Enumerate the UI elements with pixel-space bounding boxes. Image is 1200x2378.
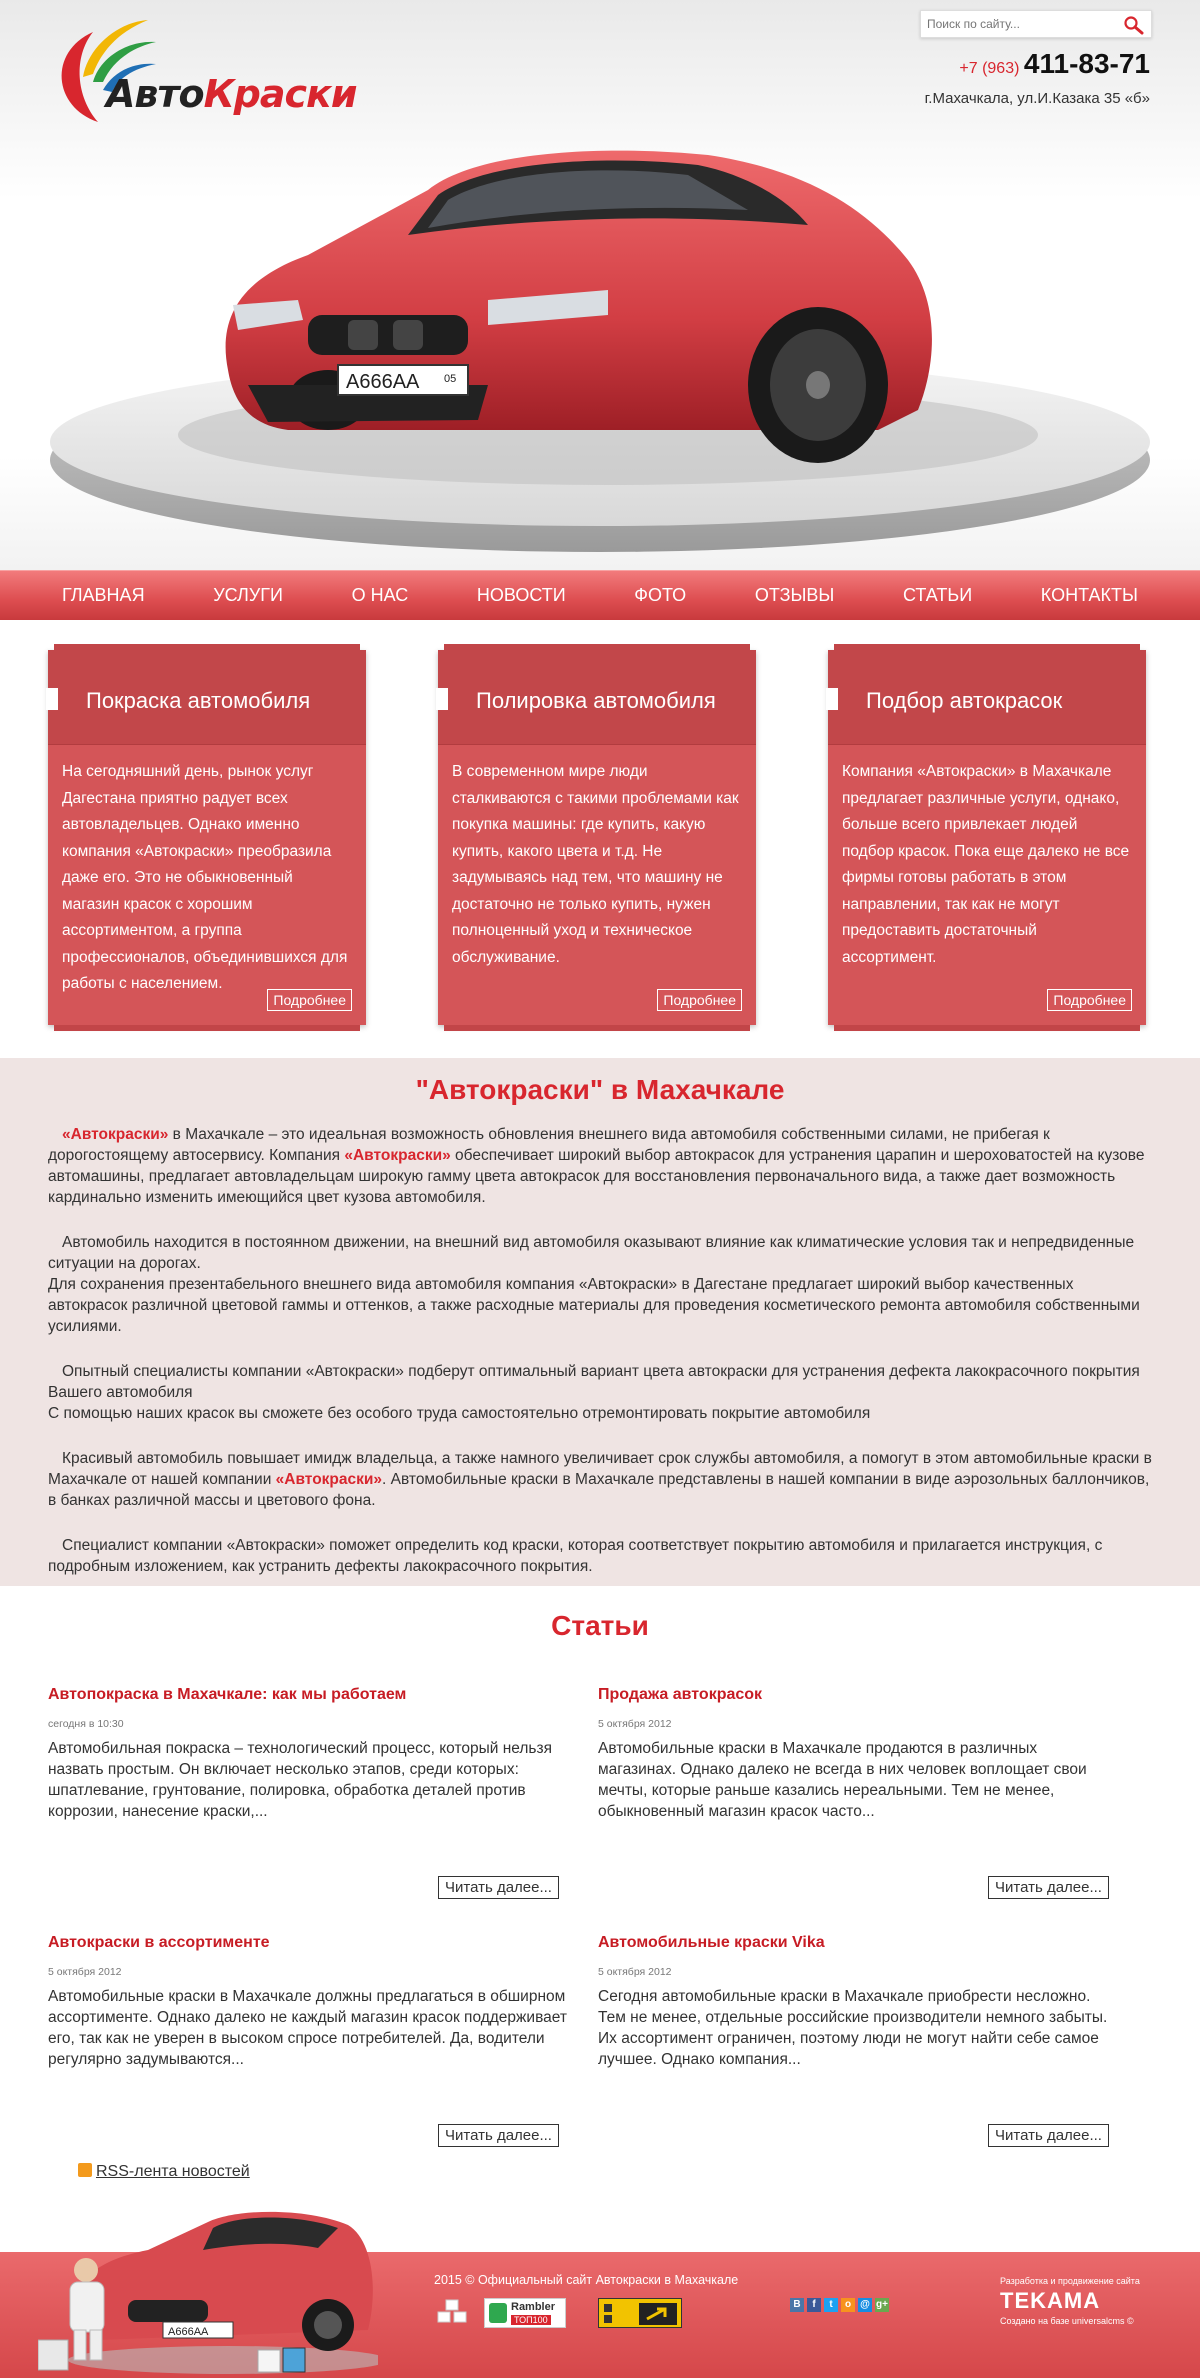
about-paragraph-2: Автомобиль находится в постоянном движении, на внешний вид автомобиля оказывают влияние как климатические условия так и непредвиденные ситуации на дорогах. — [48, 1234, 1135, 1272]
nav-item-services[interactable]: УСЛУГИ — [213, 585, 283, 605]
about-paragraph-3: Опытный специалисты компании «Автокраски» подберут оптимальный вариант цвета автокраски для устранения дефекта лакокрасочного покрытия Вашего автомобиля — [48, 1363, 1140, 1401]
hero-car-image — [48, 130, 1152, 560]
about-title: "Автокраски" в Махачкале — [415, 1074, 785, 1105]
developer-credit[interactable] — [1000, 2276, 1140, 2326]
card-text: На сегодняшний день, рынок услуг Дагестана приятно радует всех автовладельцев. Однако именно компания «Автокраски» преобразила даже его. Это не обыкновенный магазин красок с хорошим ассортиментом, а группа профессионалов, объединившихся для работы с населением. — [62, 763, 348, 992]
article-title-link[interactable]: Продажа автокрасок — [598, 1686, 763, 1703]
address: г.Махачкала, ул.И.Казака 35 «б» — [924, 90, 1150, 107]
logo-text — [106, 72, 356, 116]
about-p4-part-a: Красивый автомобиль повышает имидж владельца, а также намного увеличивает срок службы автомобиля, а помогут в этом автомобильные краски в Махачкале от нашей компании — [48, 1450, 1152, 1488]
card-header — [828, 650, 1146, 745]
card-text: В современном мире люди сталкиваются с такими проблемами как покупка машины: где купить, какую купить, какого цвета и т.д. Не задумываясь над тем, что машину не достаточно не только купить, нужен полноценный уход и техническое обслуживание. — [452, 763, 739, 966]
article-excerpt: Сегодня автомобильные краски в Махачкале приобрести несложно. Тем не менее, отдельные российские производители немного забыты. Их ассортимент ограничен, поэтому люди не могут найти себе самое лучшее. Однако компания... — [598, 1988, 1108, 2068]
counter-cubes-icon[interactable] — [436, 2298, 470, 2328]
search-input[interactable] — [921, 11, 1111, 37]
about-paragraph-5: Специалист компании «Автокраски» поможет определить код краски, которая соответствует покрытию автомобиля и прилагается инструкция, с подробным изложением, как устранить дефекты лакокрасочного покрытия. — [48, 1537, 1103, 1575]
read-more-button[interactable]: Читать далее... — [988, 1876, 1109, 1899]
about-p4-part-b: . Автомобильные краски в Махачкале представлены в нашей компании в виде аэрозольных баллончиков, в банках различной массы и цветового фона. — [48, 1471, 1150, 1509]
nav-item-photo[interactable]: ФОТО — [634, 585, 687, 605]
nav-item-articles[interactable]: СТАТЬИ — [903, 585, 973, 605]
developer-tagline: Разработка и продвижение сайта — [1000, 2276, 1140, 2286]
card-title[interactable]: Полировка автомобиля — [476, 688, 716, 713]
service-card-polishing — [438, 650, 756, 1025]
developer-logo: TEKAMA — [1000, 2288, 1101, 2313]
odnoklassniki-icon[interactable]: o — [841, 2298, 855, 2312]
article-item — [598, 1934, 1118, 2070]
site-header — [0, 0, 1200, 570]
service-card-selection — [828, 650, 1146, 1025]
rambler-top-label: ТОП100 — [511, 2315, 551, 2325]
article-date: 5 октября 2012 — [598, 1966, 672, 1978]
article-date: 5 октября 2012 — [48, 1966, 122, 1978]
social-icons — [790, 2298, 889, 2312]
about-p1-part-b: обеспечивает широкий выбор автокрасок для устранения царапин и шероховатостей на кузове автомашины, предлагает автовладельцам широкую гамму цвета автокрасок для восстановления первоначального вида, а также дает возможность кардинально изменить имеющийся цвет кузова автомобиля. — [48, 1147, 1145, 1206]
footer-plate-text: А666АА — [168, 2326, 209, 2338]
card-header — [438, 650, 756, 745]
google-plus-icon[interactable]: g+ — [876, 2299, 888, 2310]
rss-icon — [78, 2163, 92, 2177]
read-more-button[interactable]: Читать далее... — [988, 2124, 1109, 2147]
rambler-label: Rambler — [511, 2301, 556, 2313]
logo-word-2: Краски — [203, 72, 357, 116]
rss-link[interactable] — [78, 2163, 250, 2181]
article-item — [598, 1686, 1118, 1822]
brand-name: «Автокраски» — [275, 1471, 383, 1488]
article-title-link[interactable]: Автомобильные краски Vika — [598, 1934, 825, 1951]
main-nav — [0, 570, 1200, 620]
read-more-button[interactable]: Читать далее... — [438, 1876, 559, 1899]
about-paragraph-1 — [48, 1124, 1152, 1208]
hero-plate-region: 05 — [444, 373, 457, 385]
card-text: Компания «Автокраски» в Махачкале предлагает различные услуги, однако, больше всего привлекает людей подбор красок. Пока еще далеко не все фирмы готовы работать в этом направлении, так как не могут предоставить достаточный ассортимент. — [842, 763, 1130, 966]
article-excerpt: Автомобильные краски в Махачкале должны предлагаться в обширном ассортименте. Однако далеко не каждый магазин красок поддерживает его, так как не уверен в высоком спросе потребителей. Да, водители регулярно задумываются... — [48, 1988, 567, 2068]
brand-name: «Автокраски» — [344, 1147, 451, 1164]
mailru-icon[interactable]: @ — [858, 2298, 872, 2312]
vk-icon[interactable]: В — [790, 2298, 804, 2312]
footer-car-image — [38, 2200, 378, 2375]
about-text — [48, 1124, 1152, 1577]
hero-plate-text: А666АА — [346, 371, 420, 393]
more-button[interactable]: Подробнее — [1047, 989, 1132, 1011]
phone-code: +7 (963) — [959, 60, 1020, 77]
article-item — [48, 1686, 568, 1822]
service-card-painting — [48, 650, 366, 1025]
more-button[interactable]: Подробнее — [267, 989, 352, 1011]
about-section — [0, 1058, 1200, 1586]
arrow-icon — [639, 2303, 677, 2325]
nav-item-reviews[interactable]: ОТЗЫВЫ — [754, 585, 835, 605]
article-item — [48, 1934, 568, 2070]
article-title-link[interactable]: Автопокраска в Махачкале: как мы работаем — [48, 1686, 407, 1703]
phone — [959, 48, 1150, 80]
liveinternet-counter-badge[interactable] — [598, 2298, 682, 2328]
articles-title: Статьи — [551, 1610, 649, 1641]
twitter-icon[interactable]: t — [824, 2298, 838, 2312]
about-paragraph-4 — [48, 1448, 1152, 1511]
facebook-icon[interactable]: f — [807, 2298, 821, 2312]
more-button[interactable]: Подробнее — [657, 989, 742, 1011]
developer-cms-note: Создано на базе universalcms © — [1000, 2316, 1134, 2326]
article-date: 5 октября 2012 — [598, 1718, 672, 1730]
about-paragraph-2b: Для сохранения презентабельного внешнего вида автомобиля компания «Автокраски» в Дагестане предлагает широкий выбор качественных автокрасок различной цветовой гаммы и оттенков, а также расходные материалы для проведения косметического ремонта автомобиля собственными усилиями. — [48, 1276, 1140, 1335]
nav-item-contacts[interactable]: КОНТАКТЫ — [1040, 585, 1138, 605]
logo-word-1: Авто — [106, 72, 204, 116]
copyright: 2015 © Официальный сайт Автокраски в Махачкале — [434, 2273, 739, 2287]
article-date: сегодня в 10:30 — [48, 1718, 124, 1730]
article-excerpt: Автомобильная покраска – технологический процесс, который нельзя назвать простым. Он включает несколько этапов, среди которых: шпатлевание, грунтование, полировка, обработка деталей против коррозии, нанесение краски,... — [48, 1740, 553, 1820]
read-more-button[interactable]: Читать далее... — [438, 2124, 559, 2147]
about-paragraph-3b: С помощью наших красок вы сможете без особого труда самостоятельно отремонтировать покрытие автомобиля — [48, 1405, 871, 1422]
search-icon[interactable] — [1123, 15, 1145, 35]
article-excerpt: Автомобильные краски в Махачкале продаются в различных магазинах. Однако далеко не всегда в них человек воплощает свои мечты, которые раньше казались нереальными. Тем не менее, обыкновенный магазин красок часто... — [598, 1740, 1087, 1820]
rambler-top100-badge[interactable] — [484, 2298, 566, 2328]
site-logo[interactable] — [48, 12, 357, 132]
nav-item-about[interactable]: О НАС — [351, 585, 409, 605]
rss-label: RSS-лента новостей — [96, 2163, 250, 2180]
card-title[interactable]: Покраска автомобиля — [86, 688, 311, 713]
nav-item-home[interactable]: ГЛАВНАЯ — [62, 571, 145, 620]
card-header — [48, 650, 366, 745]
about-p1-part-a: в Махачкале – это идеальная возможность обновления внешнего вида автомобиля собственными силами, не прибегая к дорогостоящему автосервису. Компания — [48, 1126, 1050, 1164]
phone-number: 411-83-71 — [1023, 48, 1150, 79]
card-title[interactable]: Подбор автокрасок — [866, 688, 1063, 713]
brand-name: «Автокраски» — [62, 1126, 169, 1143]
nav-item-news[interactable]: НОВОСТИ — [476, 585, 566, 605]
article-title-link[interactable]: Автокраски в ассортименте — [48, 1934, 270, 1951]
search-box — [920, 10, 1152, 38]
